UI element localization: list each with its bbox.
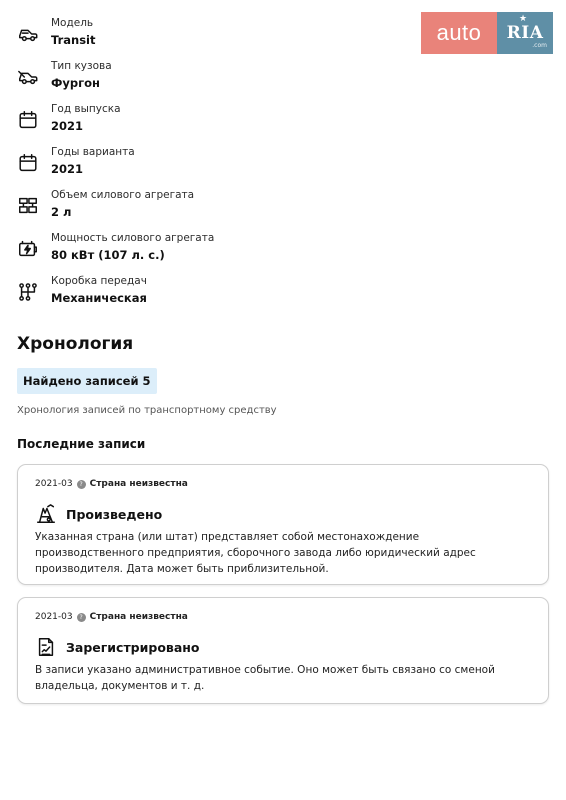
spec-model [17, 17, 437, 60]
record-description: Указанная страна (или штат) представляет собой местонахождение производственного предприятия, сборочного завода либо юридический адрес производителя. Дата может быть приблизительной. [35, 531, 476, 575]
spec-value: Transit [51, 33, 96, 47]
history-title: Хронология [17, 334, 134, 354]
spec-label: Мощность силового агрегата [51, 232, 215, 244]
record-meta [35, 479, 188, 489]
record-date: 2021-03 [35, 612, 73, 622]
spec-year [17, 103, 437, 146]
car-icon [17, 23, 39, 45]
spec-label: Год выпуска [51, 103, 121, 115]
spec-value: 2021 [51, 162, 84, 176]
battery-power-icon [17, 238, 39, 260]
record-event [35, 503, 162, 525]
record-country: Страна неизвестна [89, 612, 188, 622]
factory-icon [35, 503, 57, 525]
logo-auto-part: auto [421, 12, 497, 54]
record-country: Страна неизвестна [89, 479, 188, 489]
spec-engine-power [17, 232, 437, 275]
spec-label: Модель [51, 17, 94, 29]
calendar-icon [17, 109, 39, 131]
star-icon: ★ [519, 14, 528, 24]
history-subtitle: Хронология записей по транспортному средству [17, 405, 277, 416]
spec-gearbox [17, 275, 437, 318]
engine-icon [17, 195, 39, 217]
history-record-card [17, 597, 549, 704]
spec-label: Тип кузова [51, 60, 112, 72]
spec-engine-volume [17, 189, 437, 232]
logo-ria-part [497, 12, 553, 54]
spec-label: Коробка передач [51, 275, 147, 287]
spec-label: Годы варианта [51, 146, 135, 158]
record-description: В записи указано административное событие. Оно может быть связано со сменой владельца, документов и т. д. [35, 664, 495, 692]
spec-value: Фургон [51, 76, 100, 90]
records-count-badge: Найдено записей 5 [17, 368, 157, 394]
unknown-country-icon: ? [77, 480, 86, 489]
history-record-card [17, 464, 549, 585]
record-meta [35, 612, 188, 622]
record-title: Зарегистрировано [66, 639, 200, 655]
spec-body-type [17, 60, 437, 103]
spec-value: 2021 [51, 119, 84, 133]
unknown-country-icon: ? [77, 613, 86, 622]
car-body-icon [17, 66, 39, 88]
record-event [35, 636, 200, 658]
autoria-logo[interactable] [421, 12, 553, 54]
spec-value: 2 л [51, 205, 72, 219]
spec-value: 80 кВт (107 л. с.) [51, 248, 165, 262]
spec-variant-years [17, 146, 437, 189]
record-date: 2021-03 [35, 479, 73, 489]
recent-records-title: Последние записи [17, 437, 146, 451]
spec-label: Объем силового агрегата [51, 189, 195, 201]
vehicle-specs [17, 17, 437, 318]
gearbox-icon [17, 281, 39, 303]
logo-domain: .com [532, 42, 547, 49]
logo-ria-text: RIA [506, 22, 544, 43]
record-title: Произведено [66, 506, 163, 522]
calendar-icon [17, 152, 39, 174]
registration-document-icon [35, 636, 57, 658]
spec-value: Механическая [51, 291, 147, 305]
